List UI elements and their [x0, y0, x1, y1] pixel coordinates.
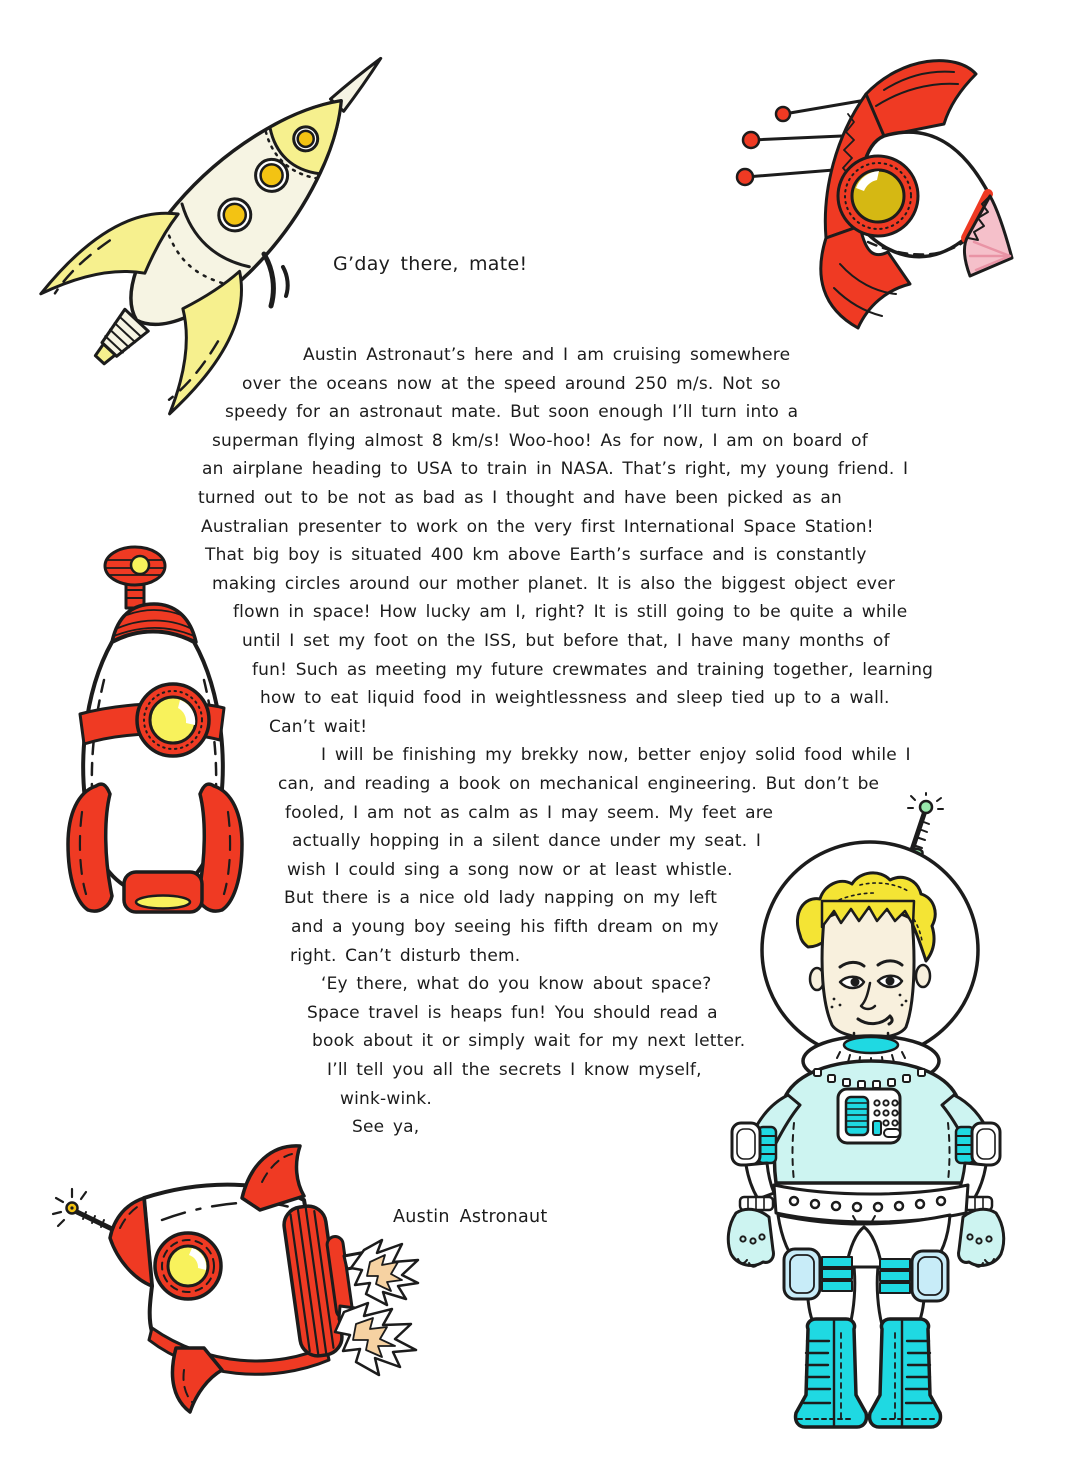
- flying-rocket-icon: [46, 1136, 446, 1426]
- letter-line: actually hopping in a silent dance under my seat. I: [292, 831, 762, 851]
- elbow-left: [732, 1123, 776, 1165]
- rocket-fin-top: [242, 1146, 304, 1210]
- ear-right: [916, 965, 930, 987]
- letter-line: I will be finishing my brekky now, better enjoy solid food while I: [321, 745, 911, 765]
- rocket-bottom-left-illustration: [46, 1136, 446, 1426]
- knee-pad-right: [880, 1251, 948, 1301]
- rocket-middle-left-illustration: [52, 540, 272, 925]
- rocket-top-left-illustration: [40, 48, 400, 414]
- letter-line: until I set my foot on the ISS, but before that, I have many months of: [242, 631, 890, 651]
- chest-panel: [838, 1089, 900, 1143]
- letter-greeting: G’day there, mate!: [333, 253, 528, 275]
- glove-right: [959, 1209, 1004, 1267]
- letter-line: Can’t wait!: [269, 717, 368, 737]
- letter-line: speedy for an astronaut mate. But soon enough I’ll turn into a: [225, 402, 799, 422]
- letter-signature: Austin Astronaut: [393, 1207, 548, 1227]
- booster-left: [68, 784, 112, 911]
- glove-left: [728, 1209, 773, 1267]
- nose-antenna: [53, 1189, 112, 1229]
- letter-line: Austin Astronaut’s here and I am cruising somewhere: [303, 345, 791, 365]
- letter-line: can, and reading a book on mechanical engineering. But don’t be: [278, 774, 880, 794]
- letter-line: fooled, I am not as calm as I may seem. My feet are: [285, 803, 774, 823]
- rocket-top-right-illustration: [716, 44, 1021, 339]
- rocket-base: [124, 872, 202, 912]
- letter-line: making circles around our mother planet. It is also the biggest object ever: [212, 574, 896, 594]
- boot-right: [870, 1319, 941, 1427]
- letter-line: ‘Ey there, what do you know about space?: [321, 974, 712, 994]
- letter-line: But there is a nice old lady napping on my left: [284, 888, 718, 908]
- letter-line: how to eat liquid food in weightlessness and sleep tied up to a wall.: [260, 688, 890, 708]
- porthole: [137, 684, 209, 756]
- letter-line: wink-wink.: [340, 1089, 433, 1109]
- letter-line: and a young boy seeing his fifth dream on my: [291, 917, 719, 937]
- motion-dash: [264, 254, 273, 306]
- red-rocket-icon: [716, 44, 1021, 339]
- letter-line: turned out to be not as bad as I thought and have been picked as an: [198, 488, 843, 508]
- letter-line: book about it or simply wait for my next letter.: [312, 1031, 746, 1051]
- letter-line: an airplane heading to USA to train in NASA. That’s right, my young friend. I: [202, 459, 909, 479]
- booster-right: [198, 784, 242, 911]
- yellow-rocket-icon: [40, 48, 400, 414]
- letter-line: over the oceans now at the speed around 250 m/s. Not so: [242, 374, 781, 394]
- eye-left: [840, 977, 864, 988]
- porthole: [838, 156, 918, 236]
- astronaut-boy-icon: [710, 793, 1022, 1458]
- letter-line: That big boy is situated 400 km above Earth’s surface and is constantly: [205, 545, 867, 565]
- forearm-left: [746, 1163, 774, 1199]
- letter-line: Australian presenter to work on the very first International Space Station!: [201, 517, 874, 537]
- rocket-fin-top: [866, 61, 976, 136]
- letter-line: fun! Such as meeting my future crewmates and training together, learning: [252, 660, 934, 680]
- letter-line: superman flying almost 8 km/s! Woo-hoo! As for now, I am on board of: [212, 431, 868, 451]
- antenna: [105, 547, 165, 608]
- letter-line: wish I could sing a song now or at least whistle.: [287, 860, 733, 880]
- motion-dash: [283, 267, 288, 296]
- knee-pad-left: [784, 1249, 852, 1299]
- elbow-right: [956, 1123, 1000, 1165]
- letter-line: right. Can’t disturb them.: [290, 946, 521, 966]
- standing-rocket-icon: [52, 540, 272, 925]
- eye-right: [878, 976, 902, 987]
- face: [822, 909, 914, 1039]
- letter-line: flown in space! How lucky am I, right? It is still going to be quite a while: [233, 602, 908, 622]
- letter-line: I’ll tell you all the secrets I know myself,: [327, 1060, 702, 1080]
- boot-left: [796, 1319, 867, 1427]
- porthole: [155, 1233, 221, 1299]
- astronaut-illustration: [710, 793, 1022, 1458]
- letter-line: See ya,: [352, 1117, 420, 1137]
- letter-line: Space travel is heaps fun! You should read a: [307, 1003, 718, 1023]
